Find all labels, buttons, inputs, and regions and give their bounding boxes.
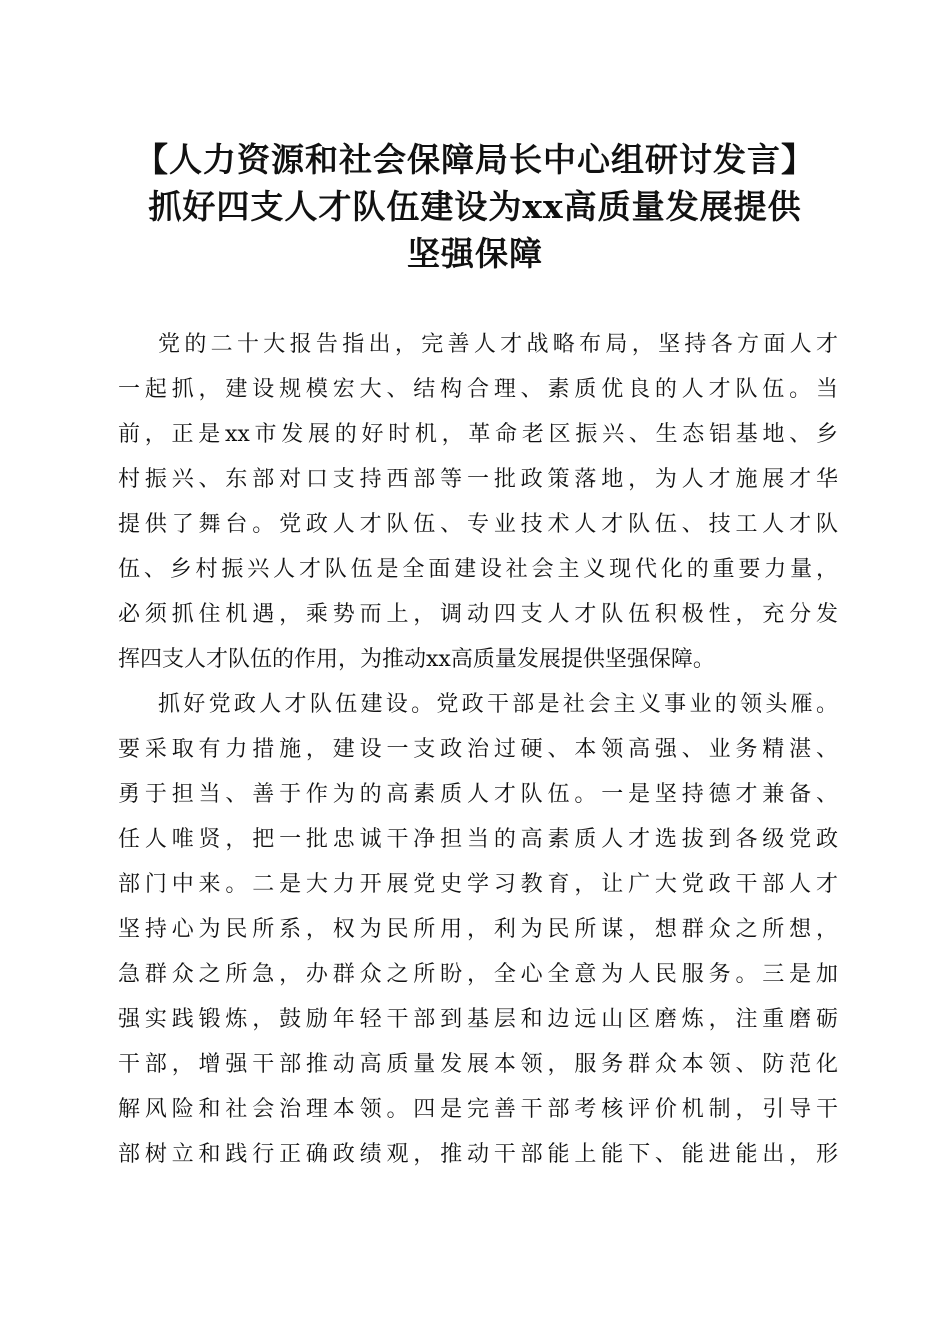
text-line: 一起抓，建设规模宏大、结构合理、素质优良的人才队伍。当 bbox=[118, 377, 838, 402]
text-line: 部门中来。二是大力开展党史学习教育，让广大党政干部人才 bbox=[118, 872, 838, 897]
text-line: 要采取有力措施，建设一支政治过硬、本领高强、业务精湛、 bbox=[118, 737, 838, 762]
text-line: 必须抓住机遇，乘势而上，调动四支人才队伍积极性，充分发 bbox=[118, 602, 838, 627]
text-line: 急群众之所急，办群众之所盼，全心全意为人民服务。三是加 bbox=[118, 962, 838, 987]
text-line: 挥四支人才队伍的作用，为推动xx高质量发展提供坚强保障。 bbox=[118, 647, 715, 672]
title-line: 【人力资源和社会保障局长中心组研讨发言】 bbox=[135, 140, 815, 179]
text-line: 任人唯贤，把一批忠诚干净担当的高素质人才选拔到各级党政 bbox=[118, 827, 838, 852]
text-line: 部树立和践行正确政绩观，推动干部能上能下、能进能出，形 bbox=[118, 1142, 838, 1167]
document-body bbox=[118, 322, 838, 1177]
text-line: 坚持心为民所系，权为民所用，利为民所谋，想群众之所想， bbox=[118, 917, 838, 942]
text-line: 前，正是xx市发展的好时机，革命老区振兴、生态铝基地、乡 bbox=[118, 422, 838, 447]
text-line: 强实践锻炼，鼓励年轻干部到基层和边远山区磨炼，注重磨砺 bbox=[118, 1007, 838, 1032]
text-line: 勇于担当、善于作为的高素质人才队伍。一是坚持德才兼备、 bbox=[118, 782, 838, 807]
document-title bbox=[100, 136, 850, 277]
text-line: 抓好党政人才队伍建设。党政干部是社会主义事业的领头雁。 bbox=[158, 692, 838, 717]
paragraph-intro bbox=[118, 322, 838, 682]
text-line: 党的二十大报告指出，完善人才战略布局，坚持各方面人才 bbox=[158, 332, 838, 357]
title-line: 坚强保障 bbox=[407, 234, 543, 273]
text-line: 提供了舞台。党政人才队伍、专业技术人才队伍、技工人才队 bbox=[118, 512, 838, 537]
text-line: 干部，增强干部推动高质量发展本领，服务群众本领、防范化 bbox=[118, 1052, 838, 1077]
text-line: 伍、乡村振兴人才队伍是全面建设社会主义现代化的重要力量， bbox=[118, 557, 838, 582]
text-line: 村振兴、东部对口支持西部等一批政策落地，为人才施展才华 bbox=[118, 467, 838, 492]
paragraph-party-talent bbox=[118, 682, 838, 1177]
title-line: 抓好四支人才队伍建设为xx高质量发展提供 bbox=[148, 187, 802, 226]
text-line: 解风险和社会治理本领。四是完善干部考核评价机制，引导干 bbox=[118, 1097, 838, 1122]
